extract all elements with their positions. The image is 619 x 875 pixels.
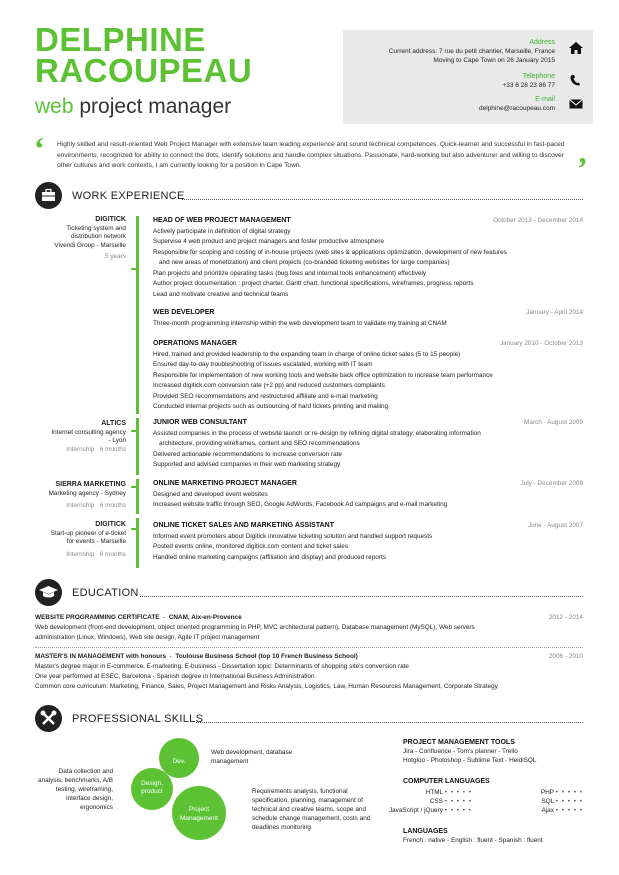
phone-number: +33 6 28 23 86 77 <box>502 82 555 89</box>
education-heading: EDUCATION <box>72 587 139 599</box>
lang-name: HTML <box>425 789 443 796</box>
job-line: Lead and motivate creative and technical teams <box>153 290 289 298</box>
job-line: Provided SEO recommendations and restructured affiliate and e-mail marketing <box>153 392 378 400</box>
job-line: architecture, providing wireframes, content and SEO recommendations <box>159 440 360 447</box>
job-date: October 2013 - December 2014 <box>493 217 583 224</box>
employer-desc: Internet consulting agency <box>51 428 126 436</box>
employer-name: SIERRA MARKETING <box>55 481 126 488</box>
address-block <box>389 38 555 65</box>
job-head-of-web-pm <box>153 216 583 300</box>
job-line: Assisted companies in the process of website launch or re-design by refining digital strategy, elaborating information <box>153 429 481 437</box>
gear-design-label: Design, product <box>140 780 164 795</box>
lang-row <box>380 788 472 797</box>
job-line: Delivered actionable recommendations to increase conversion rate <box>153 450 342 458</box>
job-line: Responsible for implementation of new working tools and website back office optimization to increase team performance <box>153 371 493 379</box>
job-line: Ensured day-to-day troubleshooting of issues escalated, working with IT team <box>153 361 373 368</box>
phone-block <box>502 72 555 90</box>
lang-level: • • • • • <box>444 789 472 796</box>
gear-pm-label: Project Management <box>180 806 218 822</box>
job-title: HEAD OF WEB PROJECT MANAGEMENT <box>153 217 291 224</box>
job-line: Plan projects and prioritize operating tasks (bug fixes and internal tools enhancement) effectively <box>153 269 427 277</box>
edu-honours: with honours <box>126 653 167 660</box>
quote-close-icon: ’ <box>577 150 588 186</box>
edu-place: Toulouse Business School (top 10 French Business School) <box>175 653 358 660</box>
employer-desc: Start-up pioneer of e-ticket <box>50 529 126 537</box>
job-line: Increased digitick.com conversion rate (+2 pp) and reduced customers complaints <box>153 382 385 389</box>
edu-line: administration (Linux, Windows), Web site design, Agile IT project management <box>35 634 260 641</box>
last-name: RACOUPEAU <box>35 52 253 89</box>
employer-digitick <box>16 216 126 264</box>
lang-row <box>495 797 583 806</box>
lang-row <box>380 797 472 806</box>
job-line: Conducted internal projects such as outsourcing of hard tickets printing and mailing <box>153 403 389 410</box>
employer-duration: 6 months <box>99 445 126 453</box>
job-line: Handled online marketing campaigns (affiliation and display) and produced reports <box>153 553 386 561</box>
employer-type: Internship <box>66 502 95 509</box>
timeline-bar-2 <box>136 418 139 475</box>
job-line: and new areas of monetization) and client projects (co-branded ticketing websites for large companies) <box>159 259 450 266</box>
job-line: Posted events online, monitored digitick.com content and ticket sales <box>153 543 349 550</box>
education-divider <box>140 595 583 597</box>
job-title: ONLINE MARKETING PROJECT MANAGER <box>153 480 297 487</box>
summary: Highly skilled and result-oriented Web Project Manager with extensive team leading experience and sound technical competences. Quick-learner and successful in fast-paced environments, recognized for ability to connect the dots, identify solutions and handle complex situations. Passionate, hard-working but also adventurer and willing to discover other cultures and work contexts, I am currently looking for a position in Cape Town. <box>57 141 565 169</box>
experience-heading: WORK EXPERIENCE <box>72 190 185 202</box>
job-online-marketing-pm <box>153 479 583 511</box>
job-operations-manager <box>153 339 583 413</box>
briefcase-icon <box>35 182 62 209</box>
employer-type: Internship <box>66 550 95 558</box>
job-line: Supported and advised companies in their web marketing strategy <box>153 461 341 468</box>
skills-divider <box>196 721 583 723</box>
timeline-tick <box>131 430 139 432</box>
employer-sierra <box>16 481 126 514</box>
computer-languages <box>403 777 583 786</box>
phone-icon <box>569 74 583 86</box>
skills-heading: PROFESSIONAL SKILLS <box>72 713 204 725</box>
job-title: JUNIOR WEB CONSULTANT <box>153 419 247 426</box>
tools-icon <box>35 705 62 732</box>
job-line: Designed and developed event websites <box>153 490 268 498</box>
lang-name: PHP <box>540 789 554 796</box>
employer-desc: Ticketing system and <box>66 224 126 232</box>
employer-location: Vivendi Group - Marseille <box>54 241 126 249</box>
lang-level: • • • • • <box>555 789 583 796</box>
spoken-languages <box>403 827 583 845</box>
phone-label: Telephone <box>522 73 555 80</box>
lang-name: Ajax <box>541 807 554 814</box>
gear-dev-label: Dev. <box>172 758 186 765</box>
employer-name: DIGITICK <box>95 216 126 223</box>
lang-level: • • • • • <box>555 807 583 814</box>
home-icon <box>569 42 583 54</box>
gear-project-management <box>172 786 226 840</box>
lang-col-left <box>380 788 472 815</box>
education-web-programming: WEBSITE PROGRAMMING CERTIFICATE - CNAM, Aix-en-Provence 2012 - 2014 Web development (front-end development, object oriented programming in PHP, MVC architectural pattern), Database management (MySQL), Web servers administration (Linux, Windows), Web site design, Agile IT project management <box>35 614 583 641</box>
edu-title: MASTER'S IN MANAGEMENT <box>35 653 125 660</box>
lang-col-right <box>495 788 583 815</box>
quote-open-icon: ‘ <box>34 130 45 166</box>
job-junior-web-consultant <box>153 418 583 471</box>
job-date: January 2010 - October 2013 <box>499 340 583 347</box>
comp-title: COMPUTER LANGUAGES <box>403 778 490 785</box>
job-web-developer <box>153 308 583 329</box>
edu-line: Master's degree major in E-commerce, E-marketing, E-business - Dissertation topic: Determinants of shopping site's conversion rate <box>35 663 409 670</box>
pm-skills: Requirements analysis, functional specification, planning, management of technical and creative teams, scope and schedule change management, costs and deadlines monitoring <box>252 788 371 831</box>
employer-duration: 6 months <box>99 502 126 509</box>
edu-date: 2006 - 2010 <box>548 653 583 660</box>
job-line: Three-month programming internship within the web development team to validate my training at CNAM <box>153 319 447 327</box>
job-date: July - December 2008 <box>520 480 583 487</box>
lang-row <box>495 806 583 815</box>
edu-line: Web development (front-end development, object oriented programming in PHP, MVC architectural pattern), Database management (MySQL), Web servers <box>35 624 475 631</box>
employer-desc: Marketing agency - Sydney <box>48 489 126 497</box>
job-title: ONLINE TICKET SALES AND MARKETING ASSISTANT <box>153 522 334 529</box>
employer-name: DIGITICK <box>95 521 126 528</box>
job-line: Hired, trained and provided leadership to the expanding team in charge of online ticket sales (5 to 15 people) <box>153 350 461 358</box>
employer-desc: for events - Marseille <box>66 538 126 545</box>
address-label: Address <box>529 39 555 46</box>
employer-duration: 5 years <box>105 253 126 260</box>
timeline-bar-3 <box>136 479 139 514</box>
lang-name: JavaScript / jQuery <box>388 807 443 814</box>
address-line2: Moving to Cape Town on 26 January 2015 <box>433 57 555 64</box>
name <box>35 21 253 89</box>
first-name: DELPHINE <box>35 21 206 58</box>
contact-box <box>343 30 593 124</box>
lang-title: LANGUAGES <box>403 828 448 835</box>
pm-tools <box>403 738 583 765</box>
lang-row <box>380 806 472 815</box>
lang-level: • • • • • <box>555 798 583 805</box>
employer-digitick-startup <box>16 521 126 563</box>
email-address: delphine@racoupeau.com <box>479 105 555 112</box>
job-role <box>35 95 231 119</box>
lang-level: • • • • • <box>444 807 472 814</box>
job-ticket-sales-assistant <box>153 521 583 563</box>
timeline-bar-1 <box>136 216 139 414</box>
job-date: June - August 2007 <box>527 522 583 529</box>
edu-place: CNAM, Aix-en-Provence <box>168 614 242 621</box>
edu-title: WEBSITE PROGRAMMING CERTIFICATE <box>35 614 160 621</box>
education-separator <box>35 647 583 648</box>
tools-line: Hotgloo - Photoshop - Sublime Text - HeidiSQL <box>403 757 537 764</box>
email-block <box>479 95 555 113</box>
gear-design <box>131 768 173 810</box>
job-title: OPERATIONS MANAGER <box>153 340 237 347</box>
timeline-bar-4 <box>136 518 139 568</box>
job-line: Actively participate in definition of digital strategy <box>153 227 291 235</box>
job-line: Informed event promoters about Digitick innovative ticketing solution and handled support requests <box>153 532 433 540</box>
lang-name: SQL <box>541 798 554 805</box>
job-line: Author project documentation : project charter, Gantt chart, functional specifications, wireframes, progress reports <box>153 280 474 287</box>
graduation-cap-icon <box>35 579 62 606</box>
role-word: web <box>35 95 74 118</box>
email-label: E-mail <box>535 96 555 103</box>
design-skills: Data collection and analysis, benchmarks, A/B testing, wireframing, interface design, ergonomics <box>38 768 113 811</box>
mail-icon <box>569 98 583 110</box>
job-title: WEB DEVELOPER <box>153 309 215 316</box>
job-date: March - August 2009 <box>524 419 583 426</box>
dev-skills: Web development, database management <box>211 749 293 765</box>
role-rest: project manager <box>79 95 232 118</box>
employer-altics <box>16 420 126 454</box>
education-masters: MASTER'S IN MANAGEMENT with honours - Toulouse Business School (top 10 French Business School) 2006 - 2010 Master's degree major in E-commerce, E-marketing, E-business - Dissertation topic: Determinants of shopping site's conversion rate One year performed at ESEC, Barcelona - Spanish degree in International Business Administration Common core curriculum: Marketing, Finance, Sales, Project Management and Risks Analysis, Logistics, Law, Human Resources Management, Corporate Strategy <box>35 653 583 690</box>
tools-title: PROJECT MANAGEMENT TOOLS <box>403 739 515 746</box>
timeline-tick <box>131 486 139 488</box>
lang-name: CSS <box>429 798 443 805</box>
job-date: January - April 2014 <box>526 309 583 316</box>
edu-date: 2012 - 2014 <box>548 614 583 621</box>
address-line1: Current address: 7 rue du petit chantier, Marseille, France <box>388 48 555 55</box>
experience-divider <box>182 198 583 200</box>
lang-row <box>495 788 583 797</box>
job-line: Supervise 4 web product and project managers and foster productive atmosphere <box>153 238 384 245</box>
lang-level: • • • • • <box>444 798 472 805</box>
job-line: Increased website traffic through SEO, Google AdWords, Facebook Ad campaigns and e-mail marketing <box>153 501 448 508</box>
employer-name: ALTICS <box>101 420 126 427</box>
job-line: Responsible for scoping and costing of in-house projects (web sites & applications optimization, development of new features <box>153 248 507 256</box>
timeline-tick <box>131 268 139 270</box>
edu-line: One year performed at ESEC, Barcelona - Spanish degree in International Business Administration <box>35 673 315 680</box>
tools-line: Jira - Confluence - Tom's planner - Trello <box>403 748 518 755</box>
employer-type: Internship <box>66 445 95 453</box>
employer-duration: 6 months <box>99 550 126 558</box>
employer-desc: - Lyon <box>108 437 126 444</box>
employer-desc: distribution network <box>70 233 126 240</box>
lang-line: French : native - English : fluent - Spanish : fluent <box>403 837 543 844</box>
edu-line: Common core curriculum: Marketing, Finance, Sales, Project Management and Risks Analysis, Logistics, Law, Human Resources Management, Corporate Strategy <box>35 683 498 690</box>
timeline-tick <box>131 528 139 530</box>
